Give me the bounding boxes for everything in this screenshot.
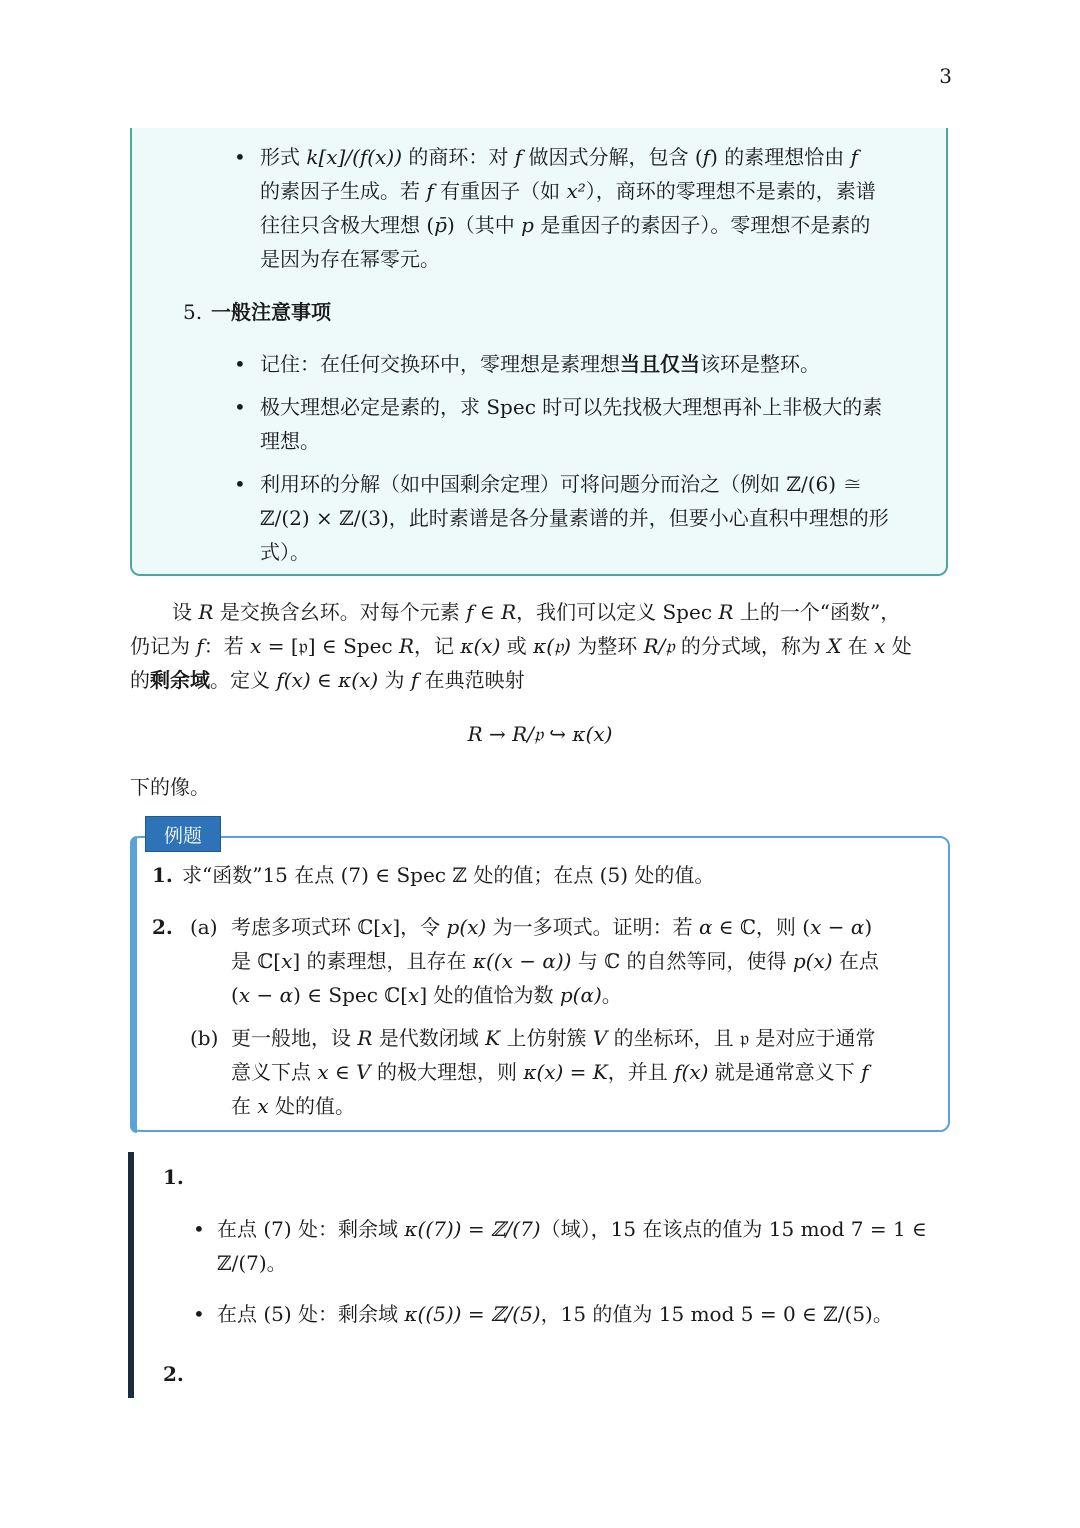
paragraph-1-line-2: 仍记为 f：若 x = [𝔭] ∈ Spec R，记 κ(x) 或 κ(𝔭) 为整环 R/𝔭 的分式域，称为 X 在 x 处 [130,634,912,658]
paragraph-1-line-3: 的剩余域。定义 f(x) ∈ κ(x) 为 f 在典范映射 [130,668,525,692]
example-q2a-line-3: (x − α) ∈ Spec ℂ[x] 处的值恰为数 p(α)。 [231,983,622,1007]
example-q2a-line-2: 是 ℂ[x] 的素理想，且存在 κ((x − α)) 与 ℂ 的自然等同，使得 p(x) 在点 [231,949,879,973]
example-q2b-line-1: 更一般地，设 R 是代数闭域 K 上仿射簇 V 的坐标环，且 𝔭 是对应于通常 [231,1026,876,1050]
solution-2-number: 2. [163,1362,184,1386]
example-label: 例题 [145,816,221,852]
display-equation: R → R/𝔭 ↪ κ(x) [467,722,613,746]
example-q2b-line-2: 意义下点 x ∈ V 的极大理想，则 κ(x) = K，并且 f(x) 就是通常意义下 f [231,1060,869,1084]
bullet-quotient-line-1: 形式 k[x]/(f(x)) 的商环：对 f 做因式分解，包含 (f) 的素理想恰由 f [260,145,858,169]
solution-1-bullet-2: 在点 (5) 处：剩余域 κ((5)) = ℤ/(5)，15 的值为 15 mod 5 = 0 ∈ ℤ/(5)。 [217,1302,893,1326]
bullet-dot: • [234,145,246,169]
bullet-decomp-line-1: 利用环的分解（如中国剩余定理）可将问题分而治之（例如 ℤ/(6) ≅ [260,472,863,496]
bullet-maximal-line-2: 理想。 [260,429,320,453]
bullet-decomp-line-3: 式）。 [260,540,310,564]
bullet-quotient-line-2: 的素因子生成。若 f 有重因子（如 x²），商环的零理想不是素的，素谱 [260,179,876,203]
example-q2b-line-3: 在 x 处的值。 [231,1094,355,1118]
section-5-title: 一般注意事项 [211,300,331,324]
bullet-dot: • [234,472,246,496]
example-q2a-label: (a) [190,915,218,939]
bullet-zero-ideal: 记住：在任何交换环中，零理想是素理想当且仅当该环是整环。 [260,352,820,376]
bullet-quotient-line-3: 往往只含极大理想 (p̄)（其中 p 是重因子的素因子）。零理想不是素的 [260,213,871,237]
example-q2a-line-1: 考虑多项式环 ℂ[x]，令 p(x) 为一多项式。证明：若 α ∈ ℂ，则 (x − α) [231,915,873,939]
solution-1-bullet-1-line-2: ℤ/(7)。 [217,1251,287,1275]
bullet-maximal-line-1: 极大理想必定是素的，求 Spec 时可以先找极大理想再补上非极大的素 [260,395,883,419]
bullet-dot: • [193,1217,205,1241]
bullet-dot: • [234,395,246,419]
section-5-number: 5. [183,300,203,324]
page-number: 3 [939,64,952,88]
example-q2-number: 2. [152,915,173,939]
example-q1-text: 求“函数”15 在点 (7) ∈ Spec ℤ 处的值；在点 (5) 处的值。 [182,863,715,887]
bullet-quotient-line-4: 是因为存在幂零元。 [260,247,440,271]
paragraph-1-line-1: 设 R 是交换含幺环。对每个元素 f ∈ R，我们可以定义 Spec R 上的一个“函数”， [172,600,901,624]
solution-1-number: 1. [163,1165,184,1189]
bullet-dot: • [234,352,246,376]
bullet-decomp-line-2: ℤ/(2) × ℤ/(3)，此时素谱是各分量素谱的并，但要小心直积中理想的形 [260,506,889,530]
bullet-dot: • [193,1302,205,1326]
solution-1-bullet-1-line-1: 在点 (7) 处：剩余域 κ((7)) = ℤ/(7)（域），15 在该点的值为 15 mod 7 = 1 ∈ [217,1217,927,1241]
solution-bar [128,1152,134,1398]
example-q1-number: 1. [152,863,173,887]
example-q2b-label: (b) [190,1026,219,1050]
paragraph-2: 下的像。 [130,775,210,799]
